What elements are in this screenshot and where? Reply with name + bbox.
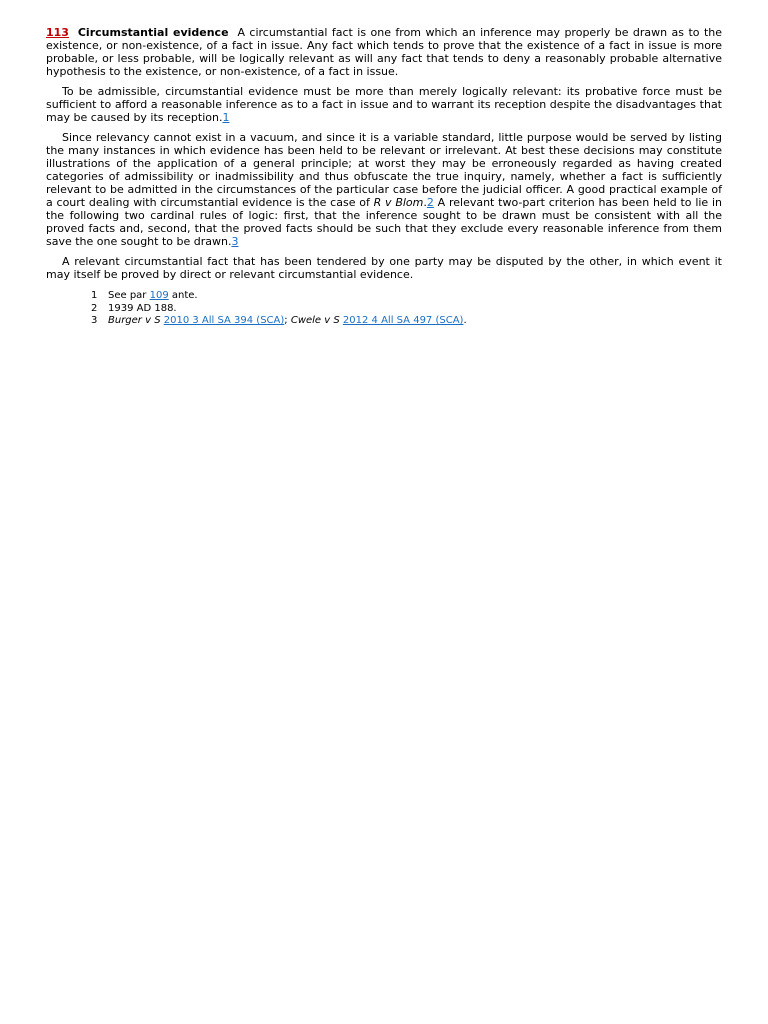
case-name-cwele-v-s: Cwele v S bbox=[290, 315, 340, 326]
footnotes bbox=[46, 290, 722, 328]
relevancy-text-a: Since relevancy cannot exist in a vacuum, and since it is a variable standard, little purpose would be served by listing the many instances in which evidence has been held to be relevant or irrelevant. At best these decisions may constitute illustrations of the application of a general principle; at worst they may be erroneously regarded as having created categories of admissibility or inadmissibility and thus obfuscate the true inquiry, namely, whether a fact is sufficiently relevant to be admitted in the circumstances of the particular case before the judicial officer. A good practical example of a court dealing with circumstantial evidence is the case of bbox=[46, 131, 722, 209]
footnote-3 bbox=[91, 315, 722, 328]
footnote-number: 1 bbox=[91, 290, 98, 301]
footnote-3-post: . bbox=[463, 315, 467, 326]
relevancy-paragraph bbox=[46, 131, 722, 248]
section-intro-text: A circumstantial fact is one from which an inference may properly be drawn as to the existence, or non-existence, of a fact in issue. Any fact which tends to prove that the existence of a fact in issue is more probable, or less probable, will be logically relevant as will any fact that tends to deny a reasonably probable alternative hypothesis to the existence, or non-existence, of a fact in issue. bbox=[46, 26, 723, 78]
section-number[interactable]: 113 bbox=[46, 26, 69, 39]
footnote-1-pre: See par bbox=[108, 290, 150, 301]
case-name-burger-v-s: Burger v S bbox=[108, 315, 161, 326]
admissibility-text: To be admissible, circumstantial evidence must be more than merely logically relevant: its probative force must be sufficient to afford a reasonable inference as to a fact in issue and to warrant its reception despite the disadvantages that may be caused by its reception. bbox=[46, 85, 722, 124]
footnote-text: 1939 AD 188. bbox=[108, 302, 177, 314]
admissibility-paragraph bbox=[46, 85, 722, 124]
footnote-number: 2 bbox=[91, 302, 98, 314]
footnote-ref-1[interactable]: 1 bbox=[222, 111, 230, 124]
case-name-r-v-blom: R v Blom bbox=[373, 196, 424, 209]
citation-link-burger[interactable]: 2010 3 All SA 394 (SCA) bbox=[163, 315, 285, 326]
section-113-paragraph bbox=[46, 26, 722, 78]
footnote-ref-2[interactable]: 2 bbox=[426, 196, 434, 209]
footnote-text bbox=[108, 315, 467, 328]
citation-link-cwele[interactable]: 2012 4 All SA 497 (SCA) bbox=[342, 315, 464, 326]
dispute-paragraph bbox=[46, 255, 722, 281]
footnote-1-link-par-109[interactable]: 109 bbox=[149, 290, 169, 301]
relevancy-text-c: A relevant two-part criterion has been held to lie in the following two cardinal rules of logic: first, that the inference sought to be drawn must be consistent with all the proved facts and, second, that the proved facts should be such that they exclude every reasonable inference from them save the one sought to be drawn. bbox=[46, 196, 722, 248]
section-title: Circumstantial evidence bbox=[77, 26, 229, 39]
relevancy-text-b: . bbox=[423, 196, 427, 209]
footnote-number: 3 bbox=[91, 315, 98, 326]
footnote-1-post: ante. bbox=[168, 290, 198, 301]
footnote-1 bbox=[91, 290, 722, 303]
dispute-text: A relevant circumstantial fact that has been tendered by one party may be disputed by the other, in which event it may itself be proved by direct or relevant circumstantial evidence. bbox=[46, 255, 722, 281]
document-page bbox=[46, 26, 722, 328]
footnote-3-separator: ; bbox=[284, 315, 291, 326]
footnote-ref-3[interactable]: 3 bbox=[231, 235, 239, 248]
footnote-2 bbox=[91, 303, 722, 316]
footnote-text bbox=[108, 290, 198, 303]
